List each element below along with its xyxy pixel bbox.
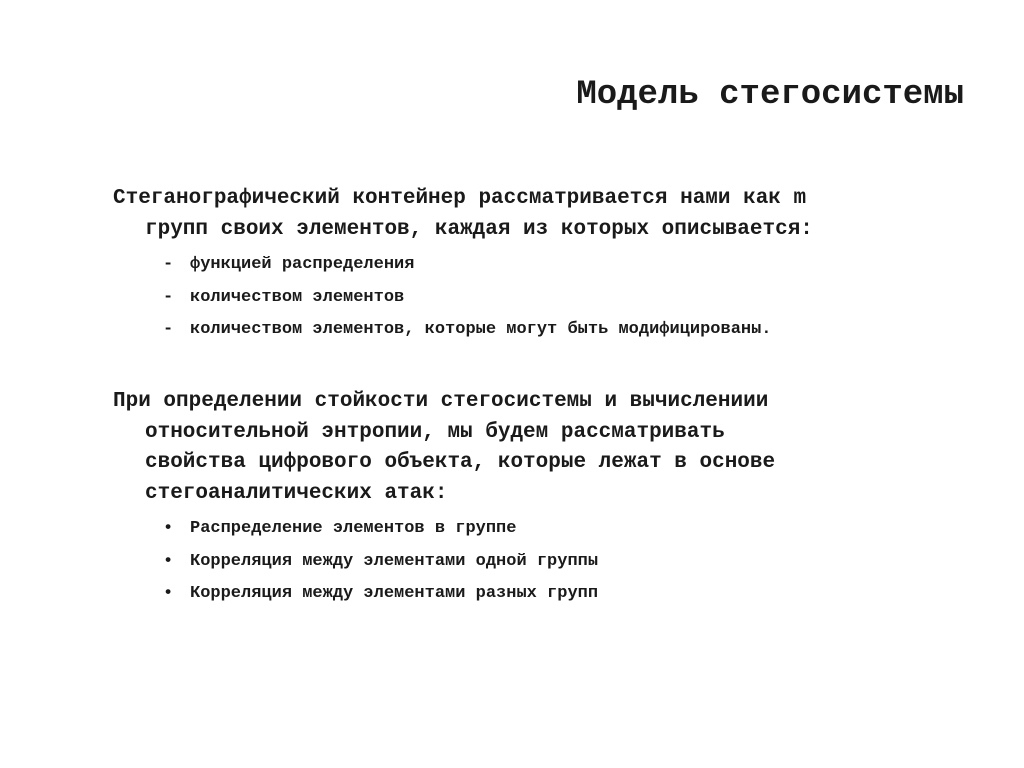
dash-marker: -	[163, 287, 174, 307]
list-item-text: Корреляция между элементами одной группы	[190, 551, 599, 571]
list-item	[163, 546, 598, 579]
list-item-text: количеством элементов	[190, 287, 405, 307]
list-item	[163, 578, 598, 611]
dash-list	[163, 249, 772, 347]
list-item	[163, 513, 598, 546]
dash-marker: -	[163, 255, 174, 274]
list-item-text: Распределение элементов в группе	[190, 519, 517, 538]
bullet-marker: •	[163, 519, 174, 538]
paragraph-line: стегоаналитических атак:	[145, 481, 448, 505]
list-item-text: Корреляция между элементами разных групп	[190, 584, 599, 603]
list-item	[163, 314, 772, 347]
paragraph-container-model	[113, 184, 973, 245]
bullet-marker: •	[163, 584, 174, 603]
slide-title: Модель стегосистемы	[576, 76, 964, 114]
paragraph-line: При определении стойкости стегосистемы и вычислениии	[113, 390, 769, 413]
list-item	[163, 282, 772, 315]
list-item-text: количеством элементов, которые могут быть модифицированы.	[190, 320, 772, 339]
paragraph-line: относительной энтропии, мы будем рассматривать	[145, 420, 725, 444]
paragraph-line: Стеганографический контейнер рассматривается нами как m	[113, 187, 807, 210]
list-item-text: функцией распределения	[190, 255, 415, 274]
bullet-marker: •	[163, 551, 174, 571]
bullet-list	[163, 513, 598, 611]
dash-marker: -	[163, 320, 174, 339]
paragraph-line: групп своих элементов, каждая из которых описывается:	[145, 217, 813, 241]
paragraph-line: свойства цифрового объекта, которые лежат в основе	[145, 451, 776, 474]
paragraph-stego-resistance	[113, 387, 973, 509]
list-item	[163, 249, 772, 282]
